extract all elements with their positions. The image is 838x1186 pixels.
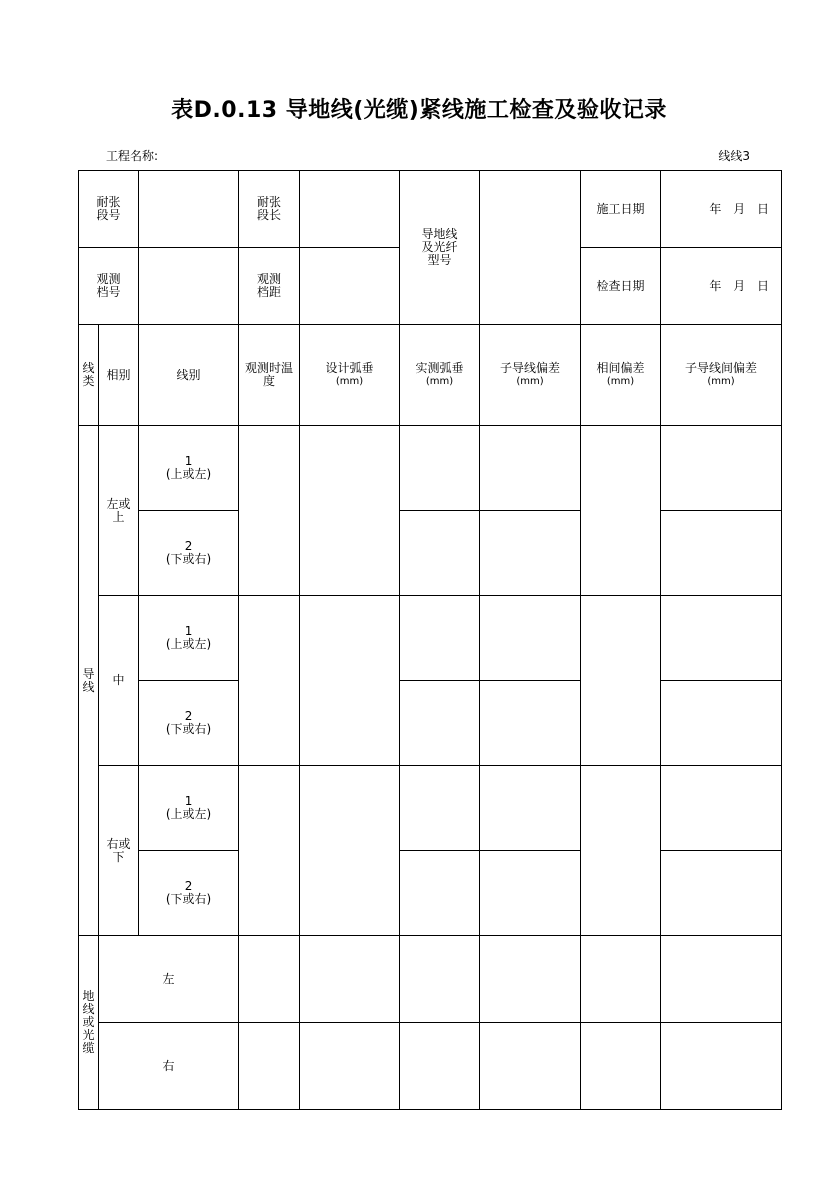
sub-conductor-dev-cell[interactable] xyxy=(480,1023,581,1110)
line-label: 1 (上或左) xyxy=(139,766,239,851)
col-line-name: 线别 xyxy=(139,325,239,426)
actual-sag-cell[interactable] xyxy=(400,766,480,851)
sub-conductor-gap-dev-cell[interactable] xyxy=(661,936,782,1023)
tension-section-no-label: 耐张 段号 xyxy=(79,171,139,248)
tension-section-no-value[interactable] xyxy=(139,171,239,248)
project-name-label: 工程名称: xyxy=(106,149,159,163)
sub-conductor-gap-dev-cell[interactable] xyxy=(661,851,782,936)
conductor-group-label: 导线 xyxy=(79,426,99,936)
obs-temp-cell[interactable] xyxy=(239,1023,300,1110)
inspection-record-table xyxy=(78,170,782,1110)
design-sag-cell[interactable] xyxy=(300,426,400,596)
sub-conductor-gap-dev-cell[interactable] xyxy=(661,766,782,851)
actual-sag-cell[interactable] xyxy=(400,936,480,1023)
phase-dev-cell[interactable] xyxy=(581,936,661,1023)
phase-dev-cell[interactable] xyxy=(581,1023,661,1110)
obs-temp-cell[interactable] xyxy=(239,426,300,596)
line-label: 2 (下或右) xyxy=(139,681,239,766)
actual-sag-cell[interactable] xyxy=(400,426,480,511)
phase-middle: 中 xyxy=(99,596,139,766)
sub-conductor-gap-dev-cell[interactable] xyxy=(661,596,782,681)
phase-dev-cell[interactable] xyxy=(581,596,661,766)
form-title: 表D.0.13 导地线(光缆)紧线施工检查及验收记录 xyxy=(171,98,667,123)
design-sag-cell[interactable] xyxy=(300,936,400,1023)
sub-conductor-gap-dev-cell[interactable] xyxy=(661,1023,782,1110)
design-sag-cell[interactable] xyxy=(300,766,400,936)
ground-wire-right: 右 xyxy=(99,1023,239,1110)
sub-conductor-dev-cell[interactable] xyxy=(480,766,581,851)
obs-span-no-value[interactable] xyxy=(139,248,239,325)
sub-conductor-dev-cell[interactable] xyxy=(480,851,581,936)
col-phase: 相别 xyxy=(99,325,139,426)
col-sub-conductor-gap-dev: 子导线间偏差 (mm) xyxy=(661,325,782,426)
conductor-model-value[interactable] xyxy=(480,171,581,325)
phase-left-upper: 左或上 xyxy=(99,426,139,596)
sub-conductor-dev-cell[interactable] xyxy=(480,426,581,511)
col-line-type: 线类 xyxy=(79,325,99,426)
actual-sag-cell[interactable] xyxy=(400,851,480,936)
obs-temp-cell[interactable] xyxy=(239,596,300,766)
inspection-date-label: 检查日期 xyxy=(581,248,661,325)
phase-right-lower: 右或下 xyxy=(99,766,139,936)
col-design-sag: 设计弧垂 (mm) xyxy=(300,325,400,426)
line-label: 1 (上或左) xyxy=(139,596,239,681)
phase-dev-cell[interactable] xyxy=(581,766,661,936)
obs-span-dist-label: 观测 档距 xyxy=(239,248,300,325)
construction-date-value[interactable]: 年 月 日 xyxy=(661,171,782,248)
tension-section-len-label: 耐张 段长 xyxy=(239,171,300,248)
col-sub-conductor-dev: 子导线偏差 (mm) xyxy=(480,325,581,426)
col-actual-sag: 实测弧垂 (mm) xyxy=(400,325,480,426)
form-code: 线线3 xyxy=(718,149,750,163)
conductor-model-label: 导地线 及光纤 型号 xyxy=(400,171,480,325)
design-sag-cell[interactable] xyxy=(300,596,400,766)
construction-date-label: 施工日期 xyxy=(581,171,661,248)
ground-wire-group-label: 地线或光缆 xyxy=(79,936,99,1110)
phase-dev-cell[interactable] xyxy=(581,426,661,596)
obs-span-no-label: 观测 档号 xyxy=(79,248,139,325)
sub-conductor-gap-dev-cell[interactable] xyxy=(661,511,782,596)
sub-conductor-dev-cell[interactable] xyxy=(480,681,581,766)
line-label: 1 (上或左) xyxy=(139,426,239,511)
sub-conductor-gap-dev-cell[interactable] xyxy=(661,681,782,766)
actual-sag-cell[interactable] xyxy=(400,511,480,596)
sub-conductor-dev-cell[interactable] xyxy=(480,936,581,1023)
obs-span-dist-value[interactable] xyxy=(300,248,400,325)
actual-sag-cell[interactable] xyxy=(400,1023,480,1110)
line-label: 2 (下或右) xyxy=(139,511,239,596)
tension-section-len-value[interactable] xyxy=(300,171,400,248)
ground-wire-left: 左 xyxy=(99,936,239,1023)
line-label: 2 (下或右) xyxy=(139,851,239,936)
design-sag-cell[interactable] xyxy=(300,1023,400,1110)
col-phase-dev: 相间偏差 (mm) xyxy=(581,325,661,426)
sub-conductor-dev-cell[interactable] xyxy=(480,511,581,596)
col-obs-temp: 观测时温 度 xyxy=(239,325,300,426)
sub-conductor-dev-cell[interactable] xyxy=(480,596,581,681)
obs-temp-cell[interactable] xyxy=(239,766,300,936)
inspection-date-value[interactable]: 年 月 日 xyxy=(661,248,782,325)
obs-temp-cell[interactable] xyxy=(239,936,300,1023)
actual-sag-cell[interactable] xyxy=(400,596,480,681)
sub-conductor-gap-dev-cell[interactable] xyxy=(661,426,782,511)
actual-sag-cell[interactable] xyxy=(400,681,480,766)
